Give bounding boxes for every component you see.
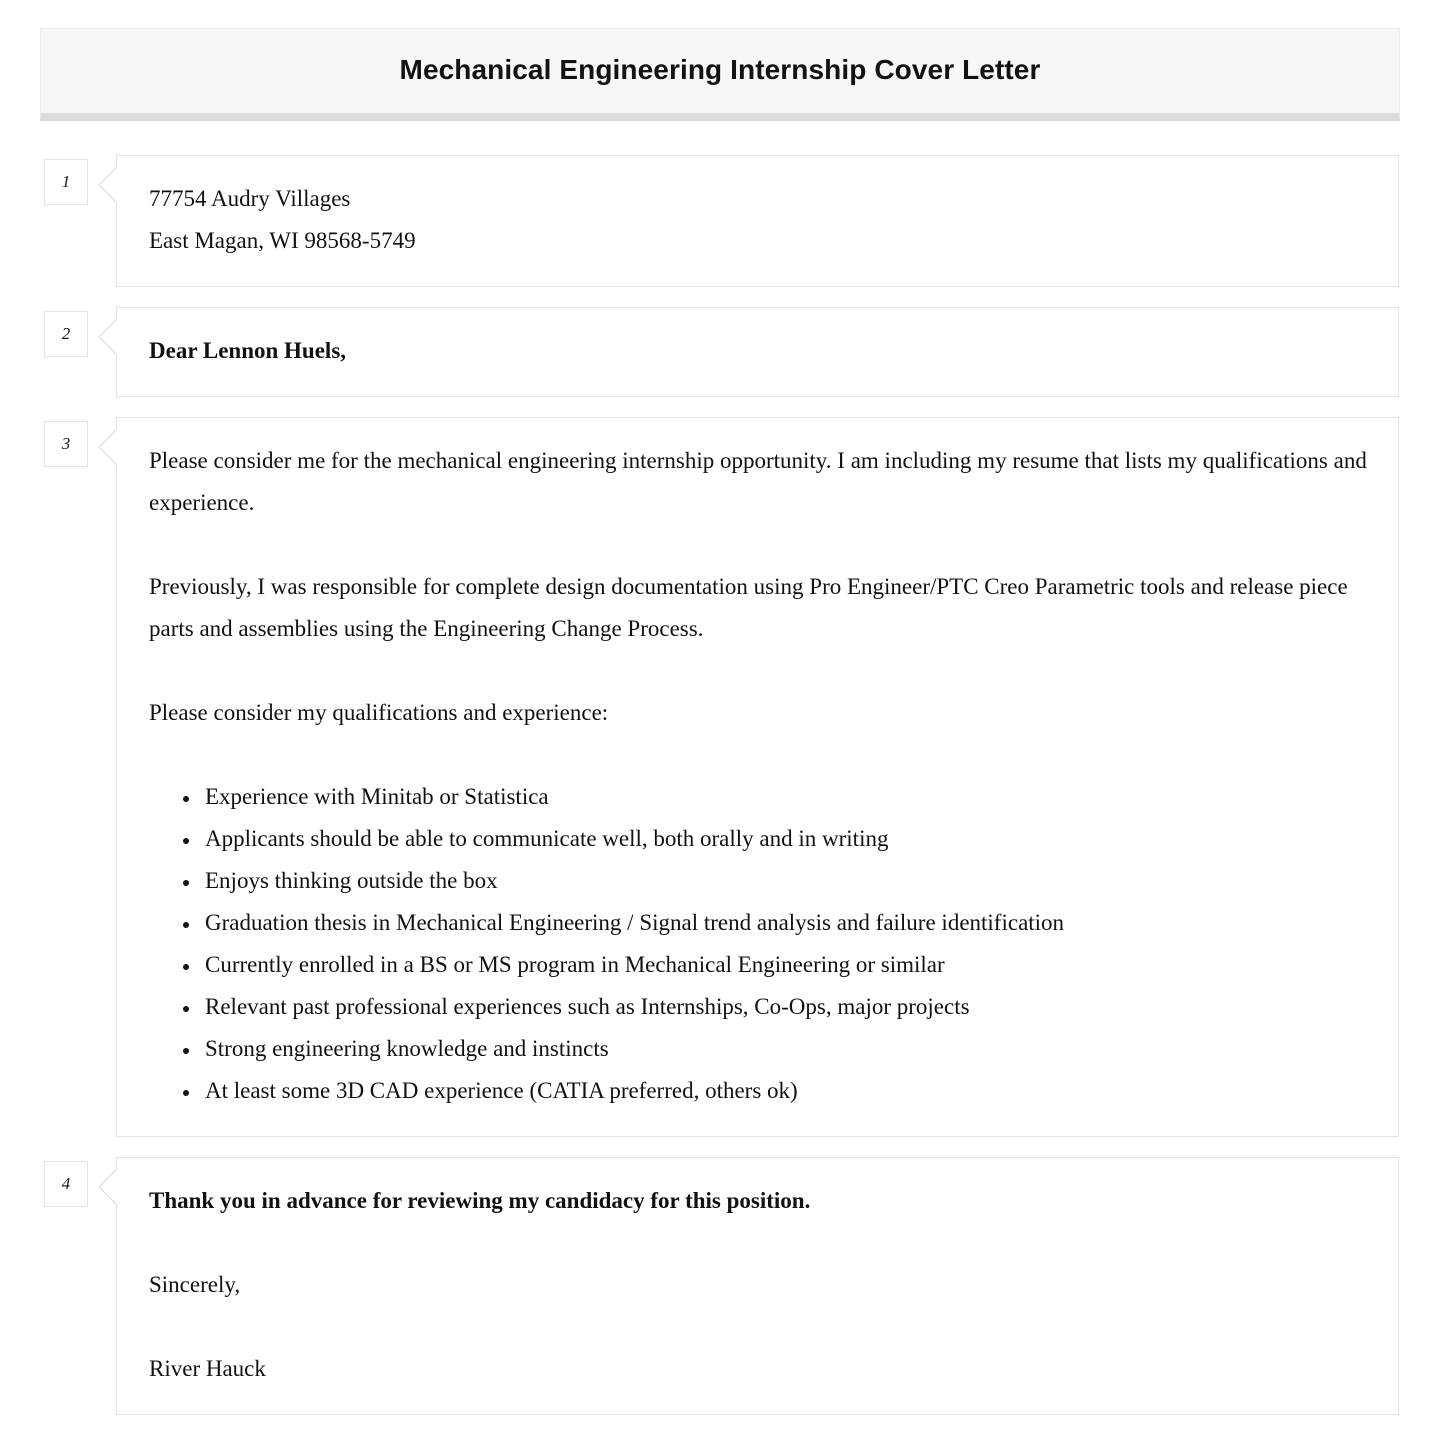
list-item: • Relevant past professional experiences such as Internships, Co-Ops, major projects [201,986,1368,1028]
list-item: • Enjoys thinking outside the box [201,860,1368,902]
section-number-badge-1: 1 [44,159,88,205]
salutation-box[interactable] [116,307,1399,397]
callout-notch-inner-icon [100,320,117,354]
section-sender-address [0,155,1440,287]
section-number-badge-4: 4 [44,1161,88,1207]
section-closing [0,1157,1440,1415]
body-paragraph-3: Please consider my qualifications and experience: [149,700,609,725]
sender-address-box[interactable] [116,155,1399,287]
body-paragraph-2: Previously, I was responsible for complete design documentation using Pro Engineer/PTC Creo Parametric tools and release piece parts and assemblies using the Engineering Change Process. [149,574,1348,641]
section-list [0,155,1440,1435]
closing-box[interactable] [116,1157,1399,1415]
section-number-badge-2: 2 [44,311,88,357]
callout-notch-inner-icon [100,168,117,202]
callout-notch-inner-icon [100,430,117,464]
list-item: • At least some 3D CAD experience (CATIA preferred, others ok) [201,1070,1368,1112]
callout-notch-inner-icon [100,1170,117,1204]
section-number-badge-3: 3 [44,421,88,467]
salutation-text: Dear Lennon Huels, [149,338,347,363]
list-item: • Currently enrolled in a BS or MS program in Mechanical Engineering or similar [201,944,1368,986]
qualifications-list [149,776,1368,1112]
letter-body-box[interactable] [116,417,1399,1137]
closing-sign-off: Sincerely, [149,1272,241,1297]
body-paragraph-1: Please consider me for the mechanical engineering internship opportunity. I am including my resume that lists my qualifications and experience. [149,448,1367,515]
section-letter-body [0,417,1440,1137]
list-item: • Graduation thesis in Mechanical Engineering / Signal trend analysis and failure identification [201,902,1368,944]
closing-thanks: Thank you in advance for reviewing my candidacy for this position. [149,1188,811,1213]
address-line-1: 77754 Audry Villages [149,186,351,211]
list-item: • Experience with Minitab or Statistica [201,776,1368,818]
page-title: Mechanical Engineering Internship Cover Letter [399,54,1041,85]
list-item: • Applicants should be able to communicate well, both orally and in writing [201,818,1368,860]
section-salutation [0,307,1440,397]
closing-signature: River Hauck [149,1356,266,1381]
list-item: • Strong engineering knowledge and instincts [201,1028,1368,1070]
address-line-2: East Magan, WI 98568-5749 [149,228,416,253]
document-header [40,28,1400,121]
